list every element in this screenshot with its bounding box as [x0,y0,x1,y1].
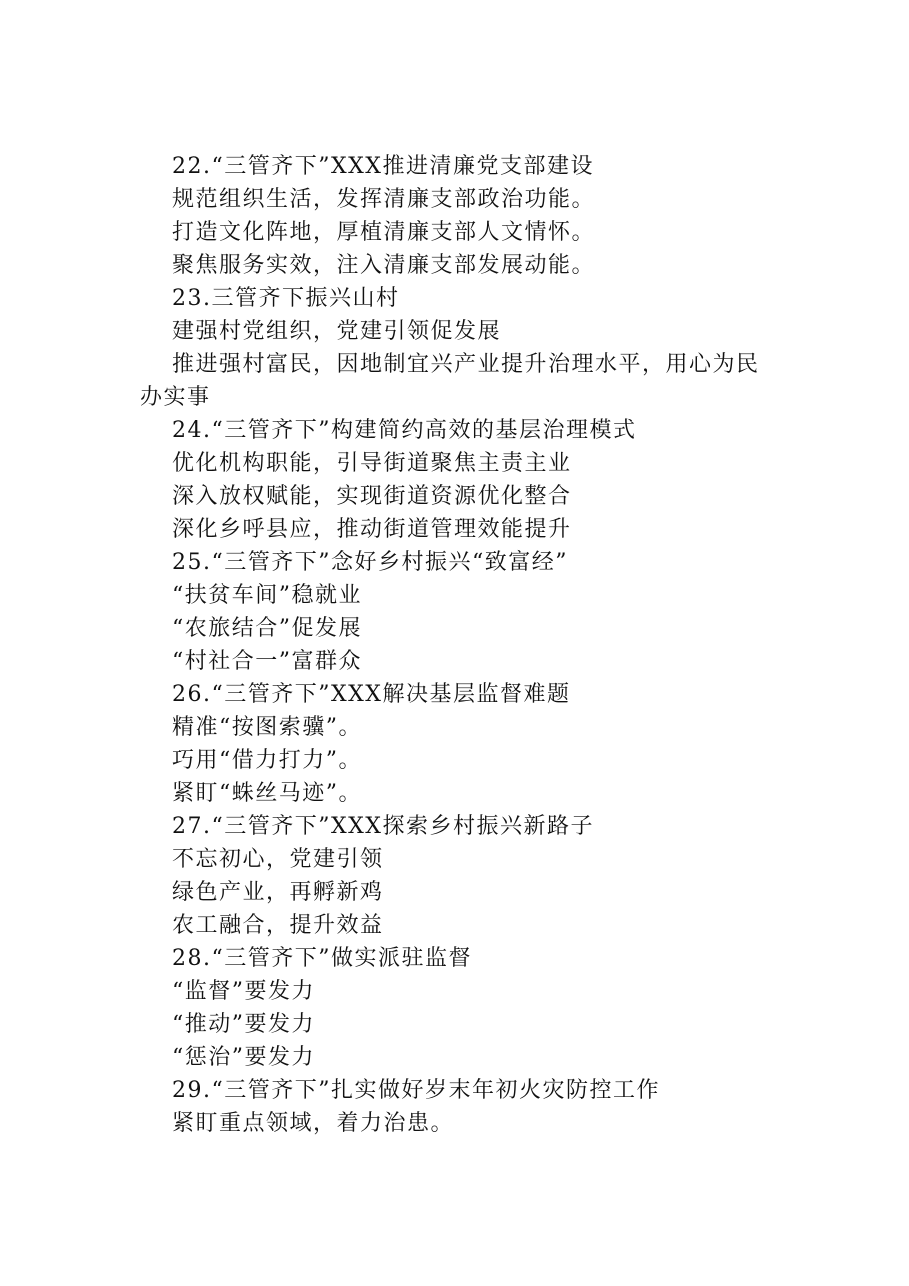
text-line: 深化乡呼县应，推动街道管理效能提升 [172,517,572,542]
heading-25: 25.“三管齐下”念好乡村振兴“致富经” [172,550,568,575]
text-line: 优化机构职能，引导街道聚焦主责主业 [172,451,572,476]
heading-24: 24.“三管齐下”构建简约高效的基层治理模式 [172,418,637,443]
text-line: 紧盯“蛛丝马迹”。 [172,781,362,806]
text-line: 规范组织生活，发挥清廉支部政治功能。 [172,187,596,212]
document-body [0,150,909,1140]
text-line: 不忘初心，党建引领 [172,847,384,872]
text-line: 推进强村富民，因地制宜兴产业提升治理水平，用心为民 [172,352,760,377]
heading-27: 27.“三管齐下”XXX探索乡村振兴新路子 [172,814,594,839]
heading-29: 29.“三管齐下”扎实做好岁末年初火灾防控工作 [172,1078,660,1103]
text-line: 紧盯重点领域，着力治患。 [172,1111,455,1136]
text-line: 建强村党组织，党建引领促发展 [172,319,502,344]
text-line: “村社合一”富群众 [172,649,362,674]
text-line: “监督”要发力 [172,979,315,1004]
text-line: 巧用“借力打力”。 [172,748,362,773]
text-line: 聚焦服务实效，注入清廉支部发展动能。 [172,253,596,278]
text-line: “推动”要发力 [172,1012,315,1037]
heading-26: 26.“三管齐下”XXX解决基层监督难题 [172,682,571,707]
text-line: 打造文化阵地，厚植清廉支部人文情怀。 [172,220,596,245]
text-line: 深入放权赋能，实现街道资源优化整合 [172,484,572,509]
text-line: “扶贫车间”稳就业 [172,583,362,608]
heading-28: 28.“三管齐下”做实派驻监督 [172,946,472,971]
heading-23: 23.三管齐下振兴山村 [172,286,400,311]
heading-22: 22.“三管齐下”XXX推进清廉党支部建设 [172,154,594,179]
text-line-continuation: 办实事 [140,385,211,410]
text-line: “惩治”要发力 [172,1045,315,1070]
text-line: “农旅结合”促发展 [172,616,362,641]
text-line: 农工融合，提升效益 [172,913,384,938]
text-line: 绿色产业，再孵新鸡 [172,880,384,905]
text-line: 精准“按图索骥”。 [172,715,362,740]
